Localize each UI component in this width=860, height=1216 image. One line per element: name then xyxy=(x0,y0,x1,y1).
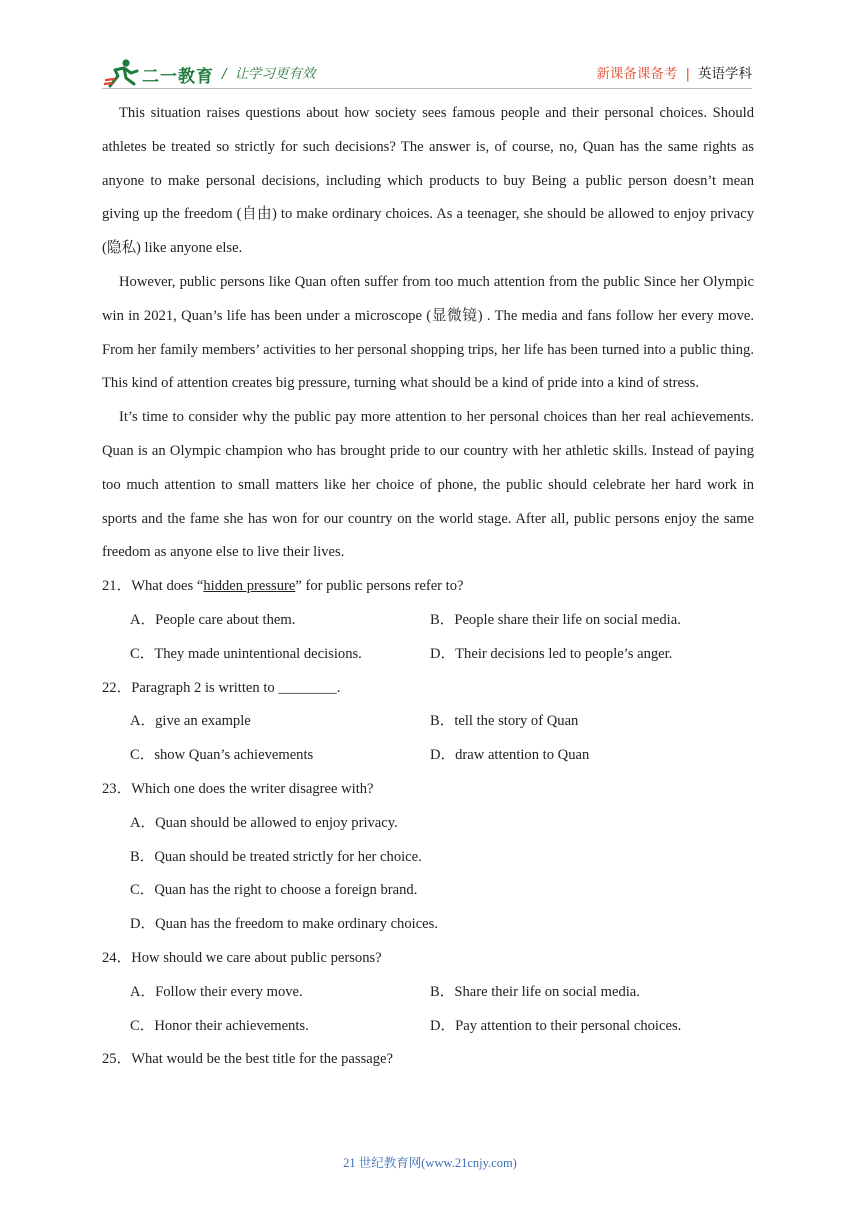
question-number: 25． xyxy=(102,1051,132,1068)
options-row xyxy=(102,1010,754,1044)
slogan xyxy=(222,62,316,82)
option-b: B．Quan should be treated strictly for her choice. xyxy=(130,848,422,865)
header-divider-line xyxy=(102,88,752,89)
option-c: C．show Quan’s achievements xyxy=(130,747,314,764)
question-stem-post: ” for public persons refer to? xyxy=(295,578,464,595)
question-22 xyxy=(102,672,754,706)
options-row xyxy=(102,739,754,773)
options-row xyxy=(102,705,754,739)
underlined-phrase: hidden pressure xyxy=(203,578,296,595)
options-row xyxy=(102,638,754,672)
question-number: 24． xyxy=(102,949,132,966)
passage-paragraph: However, public persons like Quan often suffer from too much attention from the public Since her Olympic win in 2021, Quan’s life has been under a microscope (显微镜) . The media and fans follow her every move. From her family members’ activities to her personal shopping trips, her life has been turned into a public thing. This kind of attention creates big pressure, turning what should be a kind of pride into a kind of stress. xyxy=(102,273,754,392)
options-row xyxy=(102,841,754,875)
question-21 xyxy=(102,570,754,604)
option-a: A．Follow their every move. xyxy=(130,983,303,1000)
options-row xyxy=(102,604,754,638)
slogan-text: 让学习更有效 xyxy=(234,66,316,82)
runner-logo-icon xyxy=(104,58,142,88)
option-b: B．tell the story of Quan xyxy=(430,713,579,730)
question-number: 21． xyxy=(102,578,132,595)
option-d: D．Quan has the freedom to make ordinary choices. xyxy=(130,916,438,933)
options-row xyxy=(102,807,754,841)
options-row xyxy=(102,976,754,1010)
options-row xyxy=(102,874,754,908)
option-c: C．Honor their achievements. xyxy=(130,1017,309,1034)
option-c: C．Quan has the right to choose a foreign brand. xyxy=(130,882,418,899)
option-c: C．They made unintentional decisions. xyxy=(130,645,362,662)
option-b: B．Share their life on social media. xyxy=(430,983,640,1000)
option-a: A．People care about them. xyxy=(130,611,296,628)
option-d: D．Pay attention to their personal choices. xyxy=(430,1017,682,1034)
question-23 xyxy=(102,773,754,807)
options-row xyxy=(102,908,754,942)
question-stem-pre: What does “ xyxy=(131,578,204,595)
question-number: 22． xyxy=(102,679,132,696)
question-stem: Which one does the writer disagree with? xyxy=(131,780,374,797)
option-a: A．give an example xyxy=(130,713,251,730)
subject-tags xyxy=(596,62,752,82)
tag-course-prep: 新课备课备考 xyxy=(596,66,678,82)
option-b: B．People share their life on social media. xyxy=(430,611,681,628)
page-footer: 21 世纪教育网(www.21cnjy.com) xyxy=(343,1156,517,1170)
passage-paragraph: This situation raises questions about how society sees famous people and their personal choices. Should athletes be treated so strictly for such decisions? The answer is, of course, no, Quan has the same rights as anyone to make personal decisions, including which products to buy Being a public person doesn’t mean giving up the freedom (自由) to make ordinary choices. As a teenager, she should be allowed to enjoy privacy (隐私) like anyone else. xyxy=(102,105,754,257)
question-number: 23． xyxy=(102,780,132,797)
question-stem: What would be the best title for the passage? xyxy=(131,1051,393,1068)
question-stem: How should we care about public persons? xyxy=(131,949,382,966)
option-a: A．Quan should be allowed to enjoy privacy. xyxy=(130,814,398,831)
tag-divider: | xyxy=(685,66,690,82)
page-header xyxy=(0,0,860,96)
document-body xyxy=(102,97,754,1077)
logo-text: 二一教育 xyxy=(142,67,214,87)
question-stem: Paragraph 2 is written to ________. xyxy=(131,679,341,696)
tag-subject: 英语学科 xyxy=(698,66,752,82)
slogan-slash: / xyxy=(222,66,227,82)
question-24 xyxy=(102,942,754,976)
option-d: D．Their decisions led to people’s anger. xyxy=(430,645,673,662)
question-25 xyxy=(102,1043,754,1077)
passage-paragraph: It’s time to consider why the public pay more attention to her personal choices than her real achievements. Quan is an Olympic champion who has brought pride to our country with her athletic skills. Instead of paying too much attention to small matters like her choice of phone, the public should celebrate her hard work in sports and the fame she has won for our country on the world stage. After all, public persons enjoy the same freedom as anyone else to live their lives. xyxy=(102,409,754,561)
option-d: D．draw attention to Quan xyxy=(430,747,590,764)
